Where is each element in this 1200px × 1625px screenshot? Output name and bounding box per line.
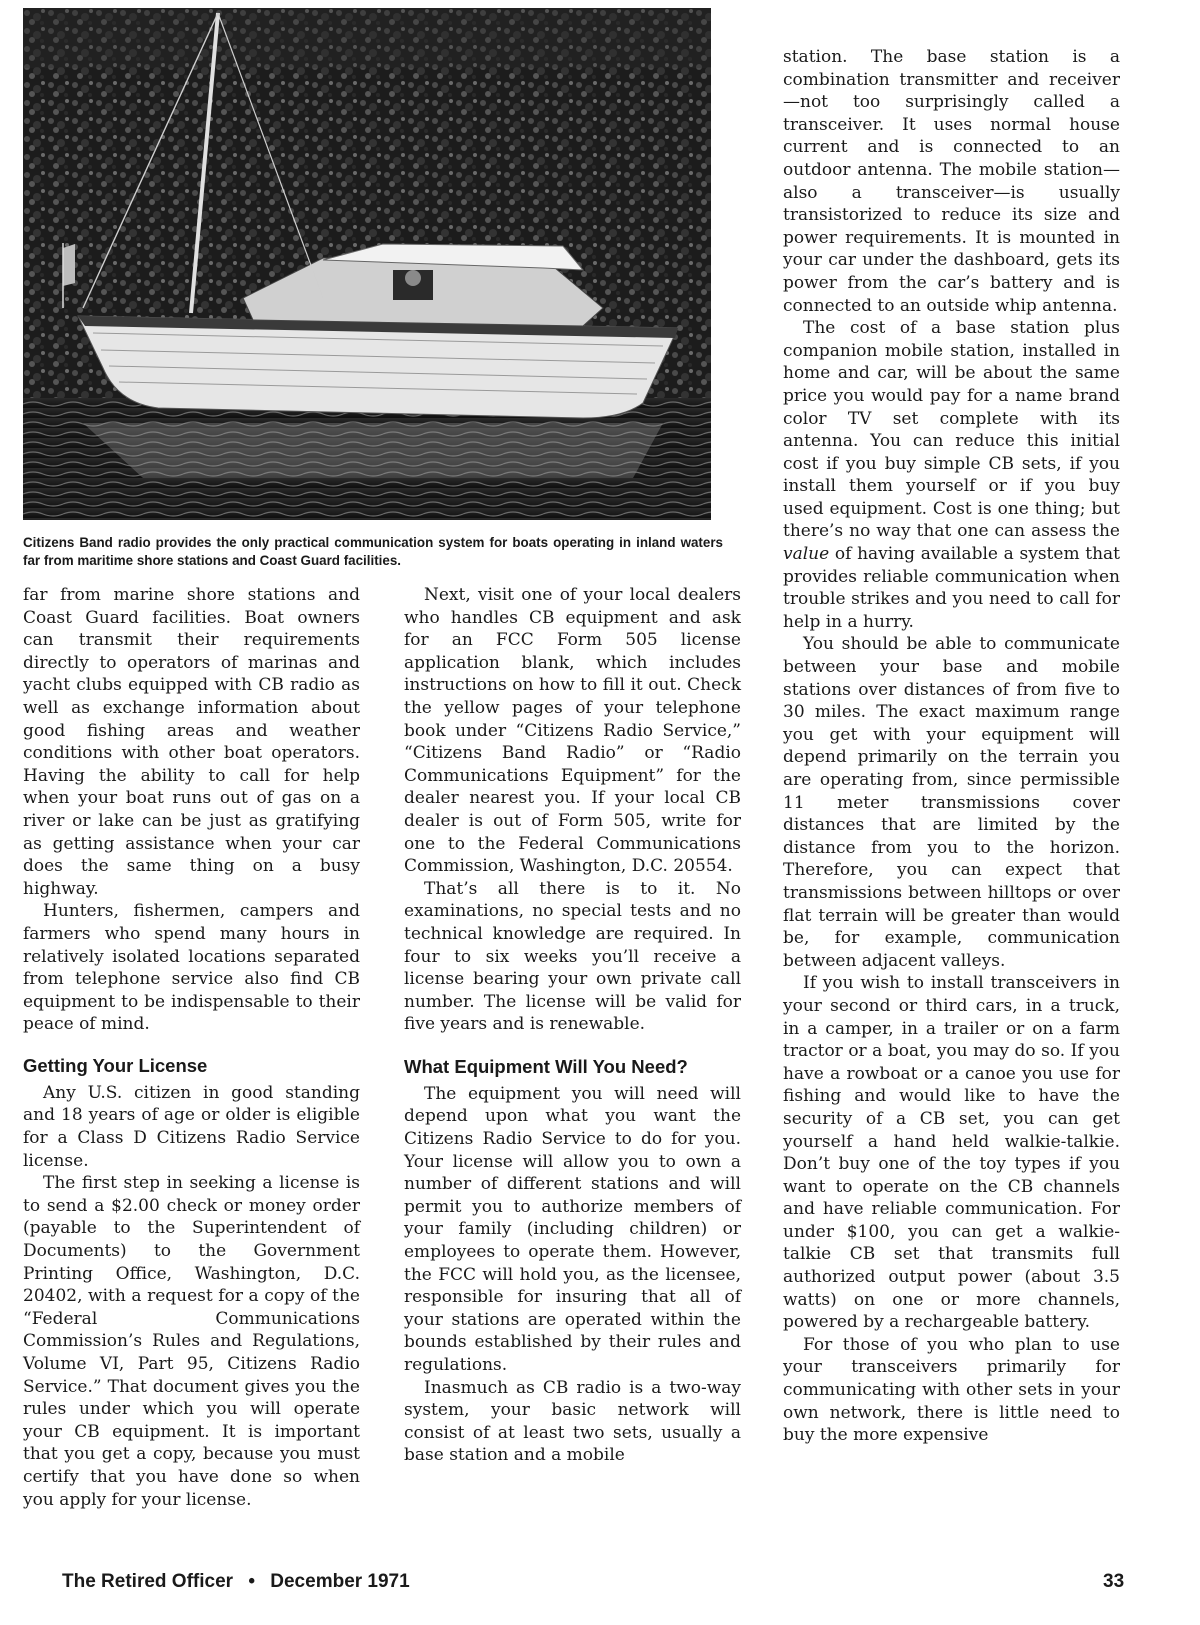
paragraph: far from marine shore stations and Coast Guard facilities. Boat owners can transmit their requirements directly to operators of marinas and yacht clubs equipped with CB radio as well as exchange information about good fishing areas and weather conditions with other boat operators. Having the ability to call for help when your boat runs out of gas on a river or lake can be just as gratifying as getting assistance when your car does the same thing on a busy highway.: [23, 585, 360, 899]
paragraph: The first step in seeking a license is to send a $2.00 check or money order (payable to the Superintendent of Documents) to the Government Printing Office, Washington, D.C. 20402, with a request for a copy of the “Federal Communications Commission’s Rules and Regulations, Volume VI, Part 95, Citizens Radio Service.” That document gives you the rules under which you will operate your CB equipment. It is important that you get a copy, because you must certify that you have done so when you apply for your license.: [23, 1173, 360, 1510]
photo-caption: Citizens Band radio provides the only practical communication system for boats operating in inland waters far from maritime shore stations and Coast Guard facilities.: [23, 535, 723, 568]
section-heading: Getting Your License: [23, 1054, 208, 1076]
paragraph: For those of you who plan to use your transceivers primarily for communicating with other sets in your own network, there is little need to buy the more expensive: [783, 1334, 1120, 1446]
paragraph: If you wish to install transceivers in your second or third cars, in a truck, in a camper, in a trailer or on a farm tractor or a boat, you may do so. If you have a rowboat or a canoe you use for fishing and would like to have the security of a CB set, you can get yourself a hand held walkie-talkie. Don’t buy one of the toy types if you want to operate on the CB channels and have reliable communication. For under $100, you can get a walkie-talkie CB set that transmits full authorized output power (about 3.5 watts) on one or more channels, powered by a rechargeable battery.: [783, 973, 1120, 1333]
section-heading: What Equipment Will You Need?: [404, 1055, 688, 1077]
paragraph: The equipment you will need will depend upon what you want the Citizens Radio Service to do for you. Your license will allow you to own a number of different stations and will permit you to authorize members of your family (including children) or employees to operate them. However, the FCC will hold you, as the licensee, responsible for insuring that all of your stations are operated within the bounds established by their rules and regulations.: [404, 1083, 741, 1375]
paragraph-part: of having available a system that provides reliable communication when trouble strikes and you need to call for help in a hurry.: [783, 544, 1120, 632]
paragraph: station. The base station is a combination transmitter and receiver—not too surprisingly called a transceiver. It uses normal house current and is connected to an outdoor antenna. The mobile station—also a transceiver—is usually transistorized to reduce its size and power requirements. It is mounted in your car under the dashboard, gets its power from the car’s battery and is connected to an outside whip antenna.: [783, 47, 1120, 316]
paragraph: Hunters, fishermen, campers and farmers who spend many hours in relatively isolated locations separated from telephone service also find CB equipment to be indispensable to their peace of mind.: [23, 901, 360, 1035]
footer-publication: [62, 1571, 410, 1593]
paragraph: [783, 317, 1120, 633]
emphasis: value: [783, 544, 830, 565]
paragraph-part: The cost of a base station plus companion mobile station, installed in home and car, will be about the same price you would pay for a name brand color TV set complete with its antenna. You can reduce this initial cost if you buy simple CB sets, if you install them yourself or if you buy used equipment. Cost is one thing; but there’s no way that one can assess the: [783, 318, 1120, 542]
boat-photo: [23, 8, 711, 520]
column-3: [783, 46, 1120, 1447]
boat-photo-icon: [23, 8, 711, 520]
footer-separator: •: [248, 1571, 255, 1592]
page-number: 33: [1103, 1571, 1125, 1592]
publication-name: The Retired Officer: [62, 1571, 234, 1592]
paragraph: Next, visit one of your local dealers who handles CB equipment and ask for an FCC Form 505 license application blank, which includes instructions on how to fill it out. Check the yellow pages of your telephone book under “Citizens Radio Service,” “Citizens Band Radio” or “Radio Communications Equipment” for the dealer nearest you. If your local CB dealer is out of Form 505, write for one to the Federal Communications Commission, Washington, D.C. 20554.: [404, 585, 741, 877]
paragraph: You should be able to communicate between your base and mobile stations over distances of from five to 30 miles. The exact maximum range you get with your equipment will depend primarily on the terrain you are operating from, since permissible 11 meter transmissions cover distances that are limited by the distance from you to the horizon. Therefore, you can expect that transmissions between hilltops or over flat terrain will be greater than would be, for example, communication between adjacent valleys.: [783, 634, 1120, 971]
paragraph: Any U.S. citizen in good standing and 18 years of age or older is eligible for a Class D Citizens Radio Service license.: [23, 1082, 360, 1171]
column-2: [404, 584, 741, 1467]
paragraph: That’s all there is to it. No examinations, no special tests and no technical knowledge are required. In four to six weeks you’ll receive a license bearing your own private call number. The license will be valid for five years and is renewable.: [404, 878, 741, 1035]
column-1: [23, 584, 360, 1511]
paragraph: Inasmuch as CB radio is a two-way system, your basic network will consist of at least two sets, usually a base station and a mobile: [404, 1377, 741, 1466]
issue-date: December 1971: [270, 1571, 410, 1592]
